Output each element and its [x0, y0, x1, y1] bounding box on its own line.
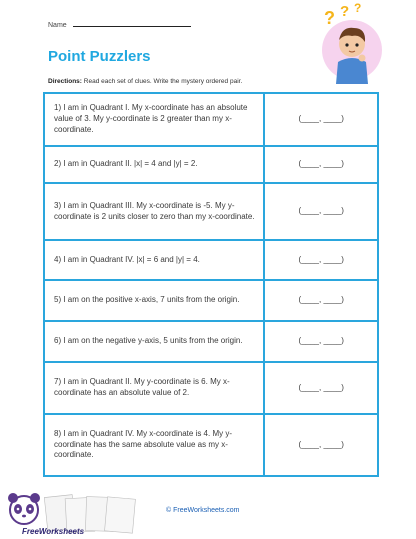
clue-cell: 3) I am in Quadrant III. My x-coordinate is -5. My y-coordinate is 2 units closer to zero than my x-coordinate.	[44, 183, 264, 240]
clue-cell: 2) I am in Quadrant II. |x| = 4 and |y| = 2.	[44, 146, 264, 183]
answer-blank[interactable]: (____, ____)	[264, 146, 378, 183]
clue-cell: 6) I am on the negative y-axis, 5 units from the origin.	[44, 321, 264, 362]
answer-blank[interactable]: (____, ____)	[264, 321, 378, 362]
answer-blank[interactable]: (____, ____)	[264, 414, 378, 476]
clue-cell: 5) I am on the positive x-axis, 7 units from the origin.	[44, 280, 264, 321]
table-row	[44, 183, 378, 240]
table-row	[44, 362, 378, 414]
answer-blank[interactable]: (____, ____)	[264, 280, 378, 321]
clue-cell: 7) I am in Quadrant II. My y-coordinate is 6. My x-coordinate has an absolute value of 2.	[44, 362, 264, 414]
clue-cell: 8) I am in Quadrant IV. My x-coordinate is 4. My y-coordinate has the same absolute value as my x-coordinate.	[44, 414, 264, 476]
clue-cell: 4) I am in Quadrant IV. |x| = 6 and |y| = 4.	[44, 240, 264, 280]
directions-label: Directions:	[48, 78, 82, 85]
table-row	[44, 321, 378, 362]
svg-text:?: ?	[354, 1, 362, 15]
table-row	[44, 93, 378, 146]
name-line	[73, 19, 191, 27]
svg-text:?: ?	[324, 8, 335, 28]
answer-blank[interactable]: (____, ____)	[264, 240, 378, 280]
page-title: Point Puzzlers	[48, 48, 151, 65]
directions	[48, 78, 242, 85]
svg-text:?: ?	[340, 3, 350, 20]
directions-text: Read each set of clues. Write the mystery ordered pair.	[83, 78, 243, 85]
puzzle-table	[43, 92, 379, 477]
answer-blank[interactable]: (____, ____)	[264, 183, 378, 240]
answer-blank[interactable]: (____, ____)	[264, 362, 378, 414]
table-row	[44, 414, 378, 476]
table-row	[44, 146, 378, 183]
name-row	[48, 19, 191, 29]
table-row	[44, 240, 378, 280]
copyright-link[interactable]: © FreeWorksheets.com	[166, 507, 240, 514]
brand-name: FreeWorksheets	[22, 527, 85, 536]
thinking-child-illustration	[310, 0, 390, 88]
clue-cell: 1) I am in Quadrant I. My x-coordinate has an absolute value of 3. My y-coordinate is 2 greater than my x-coordinate.	[44, 93, 264, 146]
table-row	[44, 280, 378, 321]
name-label: Name	[48, 22, 67, 29]
answer-blank[interactable]: (____, ____)	[264, 93, 378, 146]
